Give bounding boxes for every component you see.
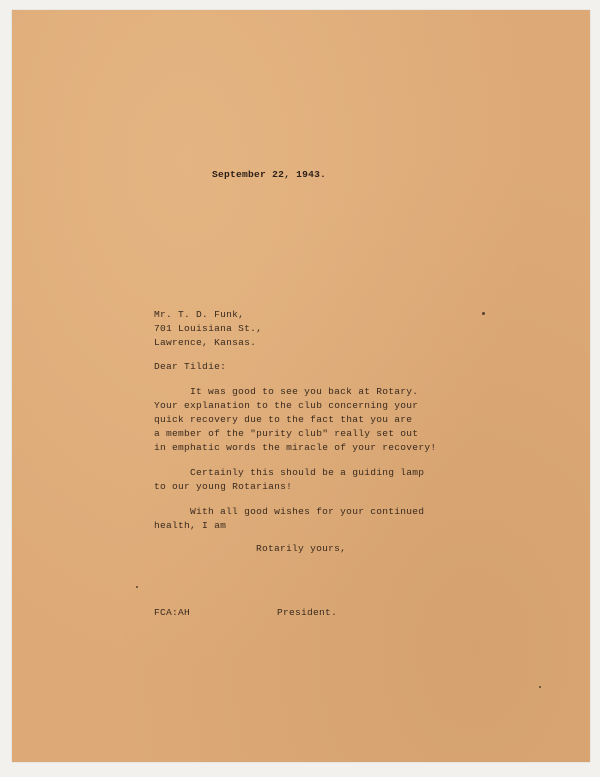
letter-sheet: [12, 10, 590, 762]
paper-speck: [136, 586, 138, 588]
body-line: Certainly this should be a guiding lamp: [190, 467, 425, 478]
body-line: a member of the "purity club" really set out: [154, 428, 419, 439]
body-line: in emphatic words the miracle of your recovery!: [154, 442, 437, 453]
initials: FCA:AH: [154, 607, 191, 618]
recipient-street: 701 Louisiana St.,: [154, 323, 263, 334]
body-line: Your explanation to the club concerning your: [154, 400, 419, 411]
closing: Rotarily yours,: [256, 543, 347, 554]
paper-speck: [482, 312, 485, 315]
body-line: to our young Rotarians!: [154, 481, 293, 492]
recipient-name: Mr. T. D. Funk,: [154, 309, 245, 320]
paper-speck: [539, 686, 541, 688]
body-line: It was good to see you back at Rotary.: [190, 386, 419, 397]
body-line: health, I am: [154, 520, 227, 531]
salutation: Dear Tildie:: [154, 361, 227, 372]
body-line: quick recovery due to the fact that you are: [154, 414, 413, 425]
body-line: With all good wishes for your continued: [190, 506, 425, 517]
recipient-city: Lawrence, Kansas.: [154, 337, 257, 348]
letter-date: September 22, 1943.: [212, 169, 327, 180]
signature-title: President.: [277, 607, 338, 618]
